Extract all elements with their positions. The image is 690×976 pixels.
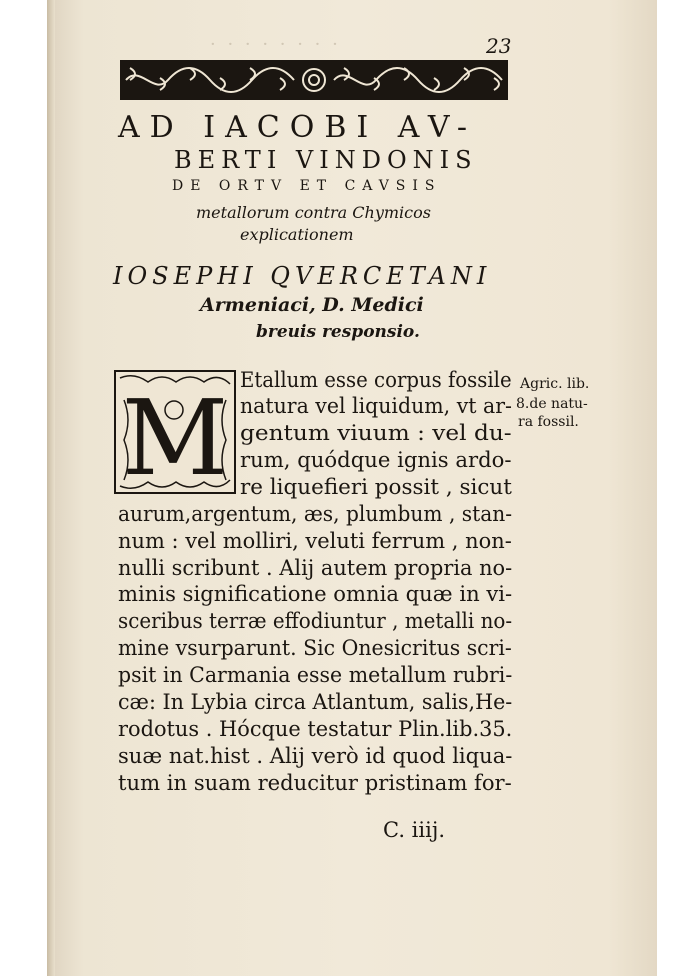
body-line: natura vel liquidum, vt ar- xyxy=(240,394,512,418)
signature-mark: C. iiij. xyxy=(383,818,446,842)
ornamental-headpiece xyxy=(120,60,508,100)
body-line: re liquefieri possit , sicut xyxy=(240,475,512,499)
title-line-1: AD IACOBI AV- xyxy=(118,110,477,145)
body-line: mine vsurparunt. Sic Onesicritus scri- xyxy=(118,636,512,660)
body-line: aurum,argentum, æs, plumbum , stan- xyxy=(118,502,513,526)
title-line-5: explicationem xyxy=(240,225,354,244)
page-gutter xyxy=(47,0,55,976)
author-line-3: breuis responsio. xyxy=(256,322,420,342)
body-line: sceribus terræ effodiuntur , metalli no- xyxy=(118,609,513,633)
body-line: suæ nat.hist . Alij verò id quod liqua- xyxy=(118,744,513,768)
margin-note-line: ra fossil. xyxy=(518,414,579,430)
body-line: gentum viuum : vel du- xyxy=(240,421,512,445)
margin-note-line: 8.de natu- xyxy=(516,396,588,412)
body-line: num : vel molliri, veluti ferrum , non- xyxy=(118,529,512,553)
body-line: psit in Carmania esse metallum rubri- xyxy=(118,663,513,687)
title-line-2: BERTI VINDONIS xyxy=(174,146,478,174)
title-line-3: DE ORTV ET CAVSIS xyxy=(172,178,442,194)
body-line: Etallum esse corpus fossile xyxy=(240,368,512,392)
show-through-text: ​· · · · · · · · xyxy=(210,34,341,55)
body-line: rum, quódque ignis ardo- xyxy=(240,448,512,472)
drop-cap-letter: M xyxy=(121,377,229,494)
body-line: tum in suam reducitur pristinam for- xyxy=(118,771,512,795)
margin-note-line: Agric. lib. xyxy=(520,376,590,392)
body-line: rodotus . Hócque testatur Plin.lib.35. xyxy=(118,717,513,741)
decorated-initial xyxy=(114,370,236,494)
page-number: 23 xyxy=(486,34,512,58)
author-line-1: IOSEPHI QVERCETANI xyxy=(113,262,492,290)
author-line-2: Armeniaci, D. Medici xyxy=(200,294,424,316)
body-line: nulli scribunt . Alij autem propria no- xyxy=(118,556,513,580)
body-line: minis significatione omnia quæ in vi- xyxy=(118,582,513,606)
title-line-4: metallorum contra Chymicos xyxy=(196,203,431,222)
body-line: cæ: In Lybia circa Atlantum, salis,He- xyxy=(118,690,513,714)
